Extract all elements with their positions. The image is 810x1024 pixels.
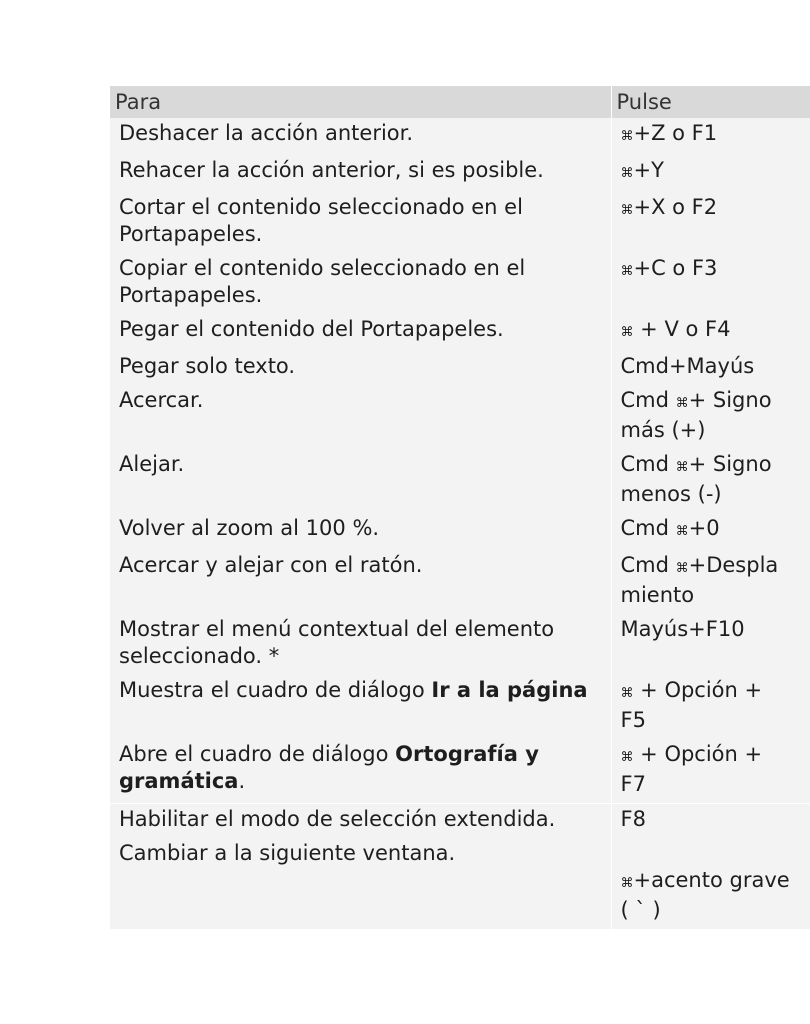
shortcut-cell: F8 [611,804,810,839]
action-cell: Deshacer la acción anterior. [110,118,611,155]
action-cell [110,739,611,804]
table-row [110,192,810,253]
shortcut-cell: Cmd ⌘+0 [611,513,810,550]
action-cell: Pegar el contenido del Portapapeles. [110,314,611,351]
dialog-name: Ir a la página [431,678,588,702]
shortcut-cell: ⌘+Z o F1 [611,118,810,155]
action-cell: Alejar. [110,449,611,513]
command-key-icon: ⌘ [620,129,634,144]
command-key-icon: ⌘ [620,203,634,218]
shortcut-cell: Cmd ⌘+Despla miento [611,550,810,614]
shortcut-cell: ⌘+acento grave ( ` ) [611,838,810,929]
shortcut-cell: Cmd+Mayús [611,351,810,385]
action-cell: Copiar el contenido seleccionado en el Portapapeles. [110,253,611,314]
table-row [110,253,810,314]
action-text: Muestra el cuadro de diálogo [119,678,432,702]
command-key-icon: ⌘ [620,325,634,340]
table-row [110,351,810,385]
table-row [110,118,810,155]
table-header-row [110,86,810,118]
table-row [110,550,810,614]
table-row [110,513,810,550]
command-key-icon: ⌘ [675,561,689,576]
table-row [110,614,810,675]
shortcut-cell: ⌘+X o F2 [611,192,810,253]
command-key-icon: ⌘ [620,750,634,765]
action-cell: Mostrar el menú contextual del elemento seleccionado. * [110,614,611,675]
action-cell: Acercar y alejar con el ratón. [110,550,611,614]
action-cell: Pegar solo texto. [110,351,611,385]
table-row [110,449,810,513]
command-key-icon: ⌘ [620,686,634,701]
dialog-name: Ortografía y gramática [119,742,539,793]
table-body [110,118,810,929]
action-cell: Rehacer la acción anterior, si es posible. [110,155,611,192]
action-suffix: . [238,769,246,793]
shortcut-cell: Cmd ⌘+ Signo menos (-) [611,449,810,513]
header-pulse: Pulse [611,86,810,118]
command-key-icon: ⌘ [675,524,689,539]
shortcut-cell: Cmd ⌘+ Signo más (+) [611,385,810,449]
shortcuts-table-container [110,86,810,929]
shortcut-cell: ⌘ + V o F4 [611,314,810,351]
command-key-icon: ⌘ [620,166,634,181]
shortcut-cell: ⌘+Y [611,155,810,192]
shortcut-cell: ⌘+C o F3 [611,253,810,314]
command-key-icon: ⌘ [675,396,689,411]
action-cell: Volver al zoom al 100 %. [110,513,611,550]
action-text: Abre el cuadro de diálogo [119,742,396,766]
action-cell: Acercar. [110,385,611,449]
action-cell: Habilitar el modo de selección extendida. [110,804,611,839]
action-cell: Cambiar a la siguiente ventana. [110,838,611,929]
shortcut-cell: ⌘ + Opción + F7 [611,739,810,804]
shortcut-cell: Mayús+F10 [611,614,810,675]
table-row [110,739,810,804]
command-key-icon: ⌘ [620,264,634,279]
action-cell [110,675,611,739]
command-key-icon: ⌘ [675,460,689,475]
table-row [110,155,810,192]
action-cell: Cortar el contenido seleccionado en el Portapapeles. [110,192,611,253]
command-key-icon: ⌘ [620,876,634,891]
shortcuts-table [110,86,810,929]
table-row [110,675,810,739]
table-row [110,314,810,351]
shortcut-cell: ⌘ + Opción + F5 [611,675,810,739]
table-row [110,838,810,929]
table-row [110,385,810,449]
table-row [110,804,810,839]
header-para: Para [110,86,611,118]
